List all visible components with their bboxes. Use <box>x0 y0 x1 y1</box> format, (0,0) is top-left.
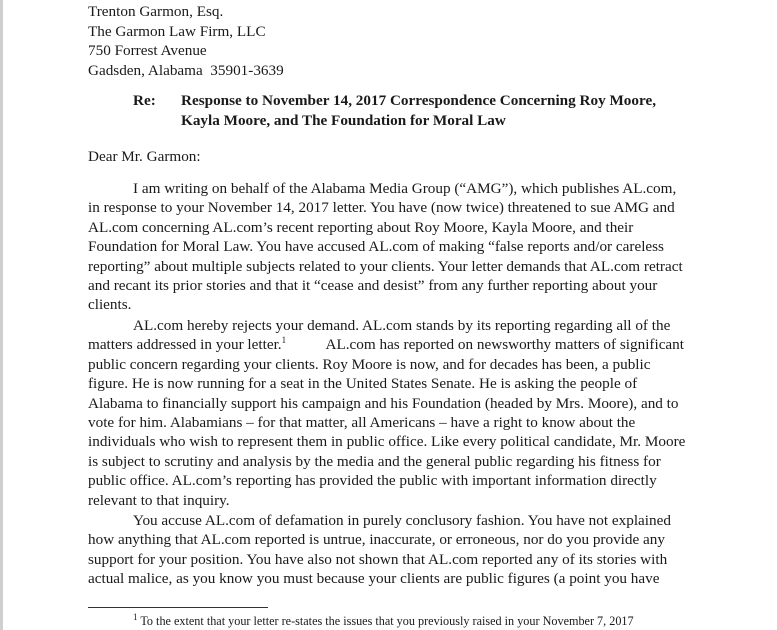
footnote-text: To the extent that your letter re-states the issues that you previously raised in your November 7, 2017 <box>140 614 634 628</box>
footnote-number: 1 <box>133 611 138 622</box>
paragraph-line: matters addressed in your letter.$^1$ AL.com has reported on newsworthy matters of significant <box>88 335 684 354</box>
footnote-separator <box>88 607 268 608</box>
body-paragraph-3 <box>88 511 684 589</box>
paragraph-line: AL.com concerning AL.com’s recent reporting about Roy Moore, Kayla Moore, and their <box>88 218 634 236</box>
paragraph-line: support for your position. You have also not shown that AL.com reported any of its stories with <box>88 550 668 568</box>
body-paragraph-1 <box>88 179 684 315</box>
paragraph-line: individuals who wish to represent them in public office. Like every political candidate, Mr. Moore <box>88 433 686 451</box>
subject-line: Response to November 14, 2017 Correspondence Concerning Roy Moore, <box>181 92 656 109</box>
paragraph-line: You accuse AL.com of defamation in purely conclusory fashion. You have not explained <box>133 512 671 529</box>
paragraph-line: actual malice, as you know you must because your clients are public figures (a point you have <box>88 570 660 588</box>
paragraph-line: I am writing on behalf of the Alabama Media Group (“AMG”), which publishes AL.com, <box>133 180 677 197</box>
paragraph-line: public office. AL.com’s reporting has provided the public with important information directly <box>88 472 657 490</box>
recipient-address-block <box>88 2 284 80</box>
paragraph-line: vote for him. Alabamians – for that matter, all Americans – have a right to know about the <box>88 414 636 432</box>
paragraph-line: AL.com hereby rejects your demand. AL.com stands by its reporting regarding all of the <box>133 317 671 334</box>
recipient-name: Trenton Garmon, Esq. <box>88 3 224 20</box>
recipient-firm: The Garmon Law Firm, LLC <box>88 22 266 40</box>
recipient-city: Gadsden, Alabama 35901-3639 <box>88 61 284 79</box>
paragraph-line: and recant its prior stories and that it “cease and desist” from any further reporting about your <box>88 277 658 295</box>
footnote <box>133 611 634 629</box>
paragraph-line: Foundation for Moral Law. You have accused AL.com of making “false reports and/or careless <box>88 238 664 256</box>
paragraph-line: public concern regarding your clients. Roy Moore is now, and for decades has been, a public <box>88 355 651 373</box>
paragraph-line: how anything that AL.com reported is untrue, inaccurate, or erroneous, nor do you provide any <box>88 531 665 549</box>
subject-line: Kayla Moore, and The Foundation for Moral Law <box>181 112 506 129</box>
paragraph-line: in response to your November 14, 2017 letter. You have (now twice) threatened to sue AMG and <box>88 199 675 217</box>
page-edge-divider <box>0 0 3 630</box>
recipient-street: 750 Forrest Avenue <box>88 42 207 59</box>
body-paragraph-2 <box>88 316 684 510</box>
salutation: Dear Mr. Garmon: <box>88 148 201 165</box>
subject-text <box>181 91 741 131</box>
footnote-reference: 1 <box>281 335 287 346</box>
paragraph-line: relevant to that inquiry. <box>88 491 230 509</box>
paragraph-line: Alabama to financially support his campaign and his Foundation (headed by Mrs. Moore), and to <box>88 394 679 412</box>
paragraph-line: clients. <box>88 296 132 314</box>
re-label: Re: <box>133 92 156 109</box>
paragraph-line: figure. He is now running for a seat in the United States Senate. He is asking the people of <box>88 375 638 393</box>
paragraph-line: reporting” about multiple subjects related to your clients. Your letter demands that AL.com retract <box>88 257 683 275</box>
paragraph-line: is subject to scrutiny and analysis by the media and the general public regarding his fitness for <box>88 452 661 470</box>
